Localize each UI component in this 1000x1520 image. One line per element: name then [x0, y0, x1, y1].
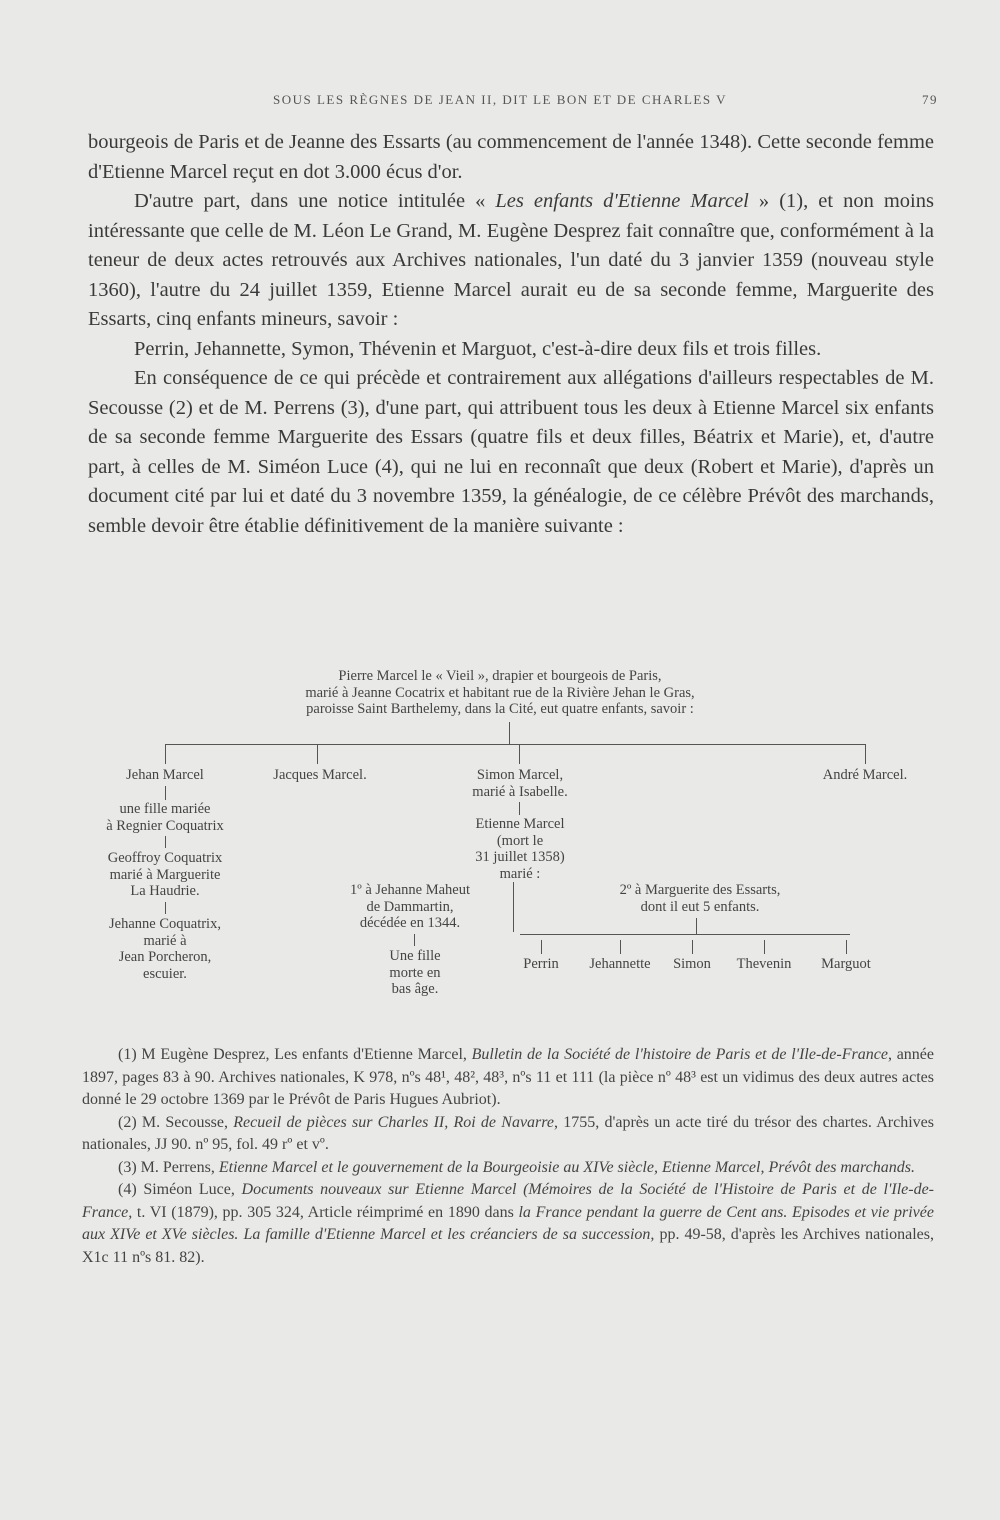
paragraph-2	[88, 187, 934, 335]
sibling-bar	[165, 744, 865, 745]
text: pp. 49-58, d'après les Archives nationales, X1c 11 nºs 81. 82).	[82, 1226, 935, 1266]
line: La Haudrie.	[130, 883, 200, 899]
child-thevenin: Thevenin	[736, 956, 792, 972]
paragraph-2-text-b: » (1), et non moins intéressante que celle de M. Léon Le Grand, M. Eugène Desprez fait connaître que, conformément à la teneur de deux actes retrouvés aux Archives nationales, l'un daté du 3 janvier 1359 (nouveau style 1360), l'autre du 24 juillet 1359, Etienne Marcel aurait eu de sa seconde femme, Marguerite des Essarts, cinq enfants mineurs, savoir :	[88, 190, 934, 330]
title: Etienne Marcel et le gouvernement de la Bourgeoisie au XIVe siècle, Etienne Marcel, Prévôt des marchands.	[218, 1158, 915, 1176]
first-wife-child	[340, 948, 490, 998]
text: t. VI (1879), pp. 305 324, Article réimprimé en 1890 dans	[132, 1203, 519, 1221]
line: Etienne Marcel	[475, 816, 565, 832]
second-wife	[570, 882, 830, 915]
root-line-1: Pierre Marcel le « Vieil », drapier et bourgeois de Paris,	[338, 668, 662, 684]
notice-title: Les enfants d'Etienne Marcel	[495, 190, 749, 212]
line: à Regnier Coquatrix	[106, 817, 224, 834]
child-simon: Simon	[673, 956, 711, 972]
connector	[764, 940, 765, 954]
paragraph-1: bourgeois de Paris et de Jeanne des Essarts (au commencement de l'année 1348). Cette seconde femme d'Etienne Marcel reçut en dot 3.000 écus d'or.	[88, 131, 934, 183]
geoffroy-coquatrix	[60, 850, 270, 900]
jehan-marcel: Jehan Marcel	[126, 767, 204, 783]
line: marié à Isabelle.	[472, 783, 568, 800]
child-perrin: Perrin	[523, 956, 559, 972]
line: morte en	[389, 964, 441, 981]
jacques-marcel: Jacques Marcel.	[273, 767, 367, 783]
etienne-marcel	[420, 816, 620, 882]
line: (mort le	[496, 832, 544, 849]
tick-andre	[865, 744, 866, 764]
line: Simon Marcel,	[476, 767, 564, 783]
connector	[165, 786, 166, 800]
running-title: SOUS LES RÈGNES DE JEAN II, DIT LE BON ET DE CHARLES V	[272, 92, 728, 107]
running-header	[0, 92, 1000, 114]
connector	[414, 934, 415, 946]
tick-simon	[519, 744, 520, 764]
line: escuier.	[143, 965, 187, 982]
line: Jean Porcheron,	[118, 949, 212, 965]
line: dont il eut 5 enfants.	[640, 898, 760, 915]
connector	[692, 940, 693, 954]
line: marié à	[143, 932, 187, 949]
title: la France pendant la guerre de Cent ans. Episodes et vie privée aux XIVe et XVe siècles. La famille d'Etienne Marcel et les créanciers de sa succession,	[82, 1203, 934, 1243]
paragraph-2-text-a: D'autre part, dans une notice intitulée «	[134, 190, 496, 212]
text: (2) M. Secousse,	[118, 1113, 234, 1131]
connector	[541, 940, 542, 954]
connector	[696, 918, 697, 934]
child-marguot: Marguot	[821, 956, 871, 972]
footnote-4	[82, 1179, 934, 1269]
root-connector	[509, 722, 510, 744]
text: (3) M. Perrens,	[118, 1158, 219, 1176]
title: Recueil de pièces sur Charles II, Roi de Navarre	[233, 1113, 555, 1131]
root-ancestor	[0, 668, 1000, 718]
footnote-2	[82, 1112, 934, 1157]
text: , année 1897, pages 83 à 90. Archives nationales, K 978, nºs 48¹, 48², 48³, nºs 11 et 111 (la pièce nº 48³ est un vidimus des deux autres actes donné le 29 octobre 1369 par le Prévôt de Paris Hugues Aubriot).	[82, 1046, 934, 1108]
simon-marcel	[420, 767, 620, 800]
line: 2º à Marguerite des Essarts,	[619, 882, 781, 898]
paragraph-4: En conséquence de ce qui précède et contrairement aux allégations d'ailleurs respectables de M. Secousse (2) et de M. Perrens (3), d'une part, qui attribuent tous les deux à Etienne Marcel six enfants de sa seconde femme Marguerite des Essars (quatre fils et deux filles, Béatrix et Marie), et, d'autre part, à celles de M. Siméon Luce (4), qui ne lui en reconnaît que deux (Robert et Marie), d'après un document cité par lui et daté du 3 novembre 1359, la généalogie, de ce célèbre Prévôt des marchands, semble devoir être établie définitivement de la manière suivante :	[88, 367, 934, 537]
paragraph-3: Perrin, Jehannette, Symon, Thévenin et Marguot, c'est-à-dire deux fils et trois filles.	[134, 337, 822, 360]
line: une fille mariée	[119, 801, 211, 817]
jehan-daughter	[60, 801, 270, 834]
title: Bulletin de la Société de l'histoire de Paris et de l'Ile-de-France	[471, 1046, 888, 1063]
children-bar	[520, 934, 850, 935]
tick-jacques	[317, 744, 318, 764]
line: Geoffroy Coquatrix	[107, 850, 223, 866]
text: (1) M Eugène Desprez, Les enfants d'Etienne Marcel,	[118, 1046, 472, 1063]
line: marié à Marguerite	[109, 866, 221, 883]
footnote-1	[82, 1044, 934, 1112]
connector	[620, 940, 621, 954]
line: 31 juillet 1358)	[475, 849, 565, 865]
child-jehannette: Jehannette	[589, 956, 651, 972]
text: , 1755, d'après un acte tiré du trésor des chartes. Archives nationales, JJ 90. nº 95, fol. 49 rº et vº.	[82, 1113, 935, 1153]
line: marié :	[499, 865, 541, 882]
line: bas âge.	[391, 981, 439, 997]
line: Une fille	[389, 948, 441, 964]
line: 1º à Jehanne Maheut	[349, 882, 471, 898]
andre-marcel: André Marcel.	[822, 767, 908, 783]
root-line-2: marié à Jeanne Cocatrix et habitant rue de la Rivière Jehan le Gras,	[305, 684, 695, 701]
title: Documents nouveaux sur Etienne Marcel (Mémoires de la Société de l'Histoire de Paris et de l'Ile-de-France,	[82, 1181, 934, 1221]
page-number: 79	[922, 92, 938, 107]
connector	[165, 902, 166, 914]
main-text	[88, 128, 934, 541]
first-wife	[320, 882, 500, 932]
connector	[519, 802, 520, 815]
line: de Dammartin,	[366, 898, 454, 915]
text: (4) Siméon Luce,	[118, 1181, 242, 1198]
tick-jehan	[165, 744, 166, 764]
footnote-3	[82, 1157, 934, 1180]
connector	[165, 836, 166, 848]
line: Jehanne Coquatrix,	[109, 916, 221, 932]
connector	[846, 940, 847, 954]
footnotes	[82, 1044, 934, 1269]
root-line-3: paroisse Saint Barthelemy, dans la Cité, eut quatre enfants, savoir :	[306, 701, 694, 717]
line: décédée en 1344.	[359, 915, 461, 931]
jehanne-coquatrix	[60, 916, 270, 982]
marriage-divider	[513, 882, 514, 932]
